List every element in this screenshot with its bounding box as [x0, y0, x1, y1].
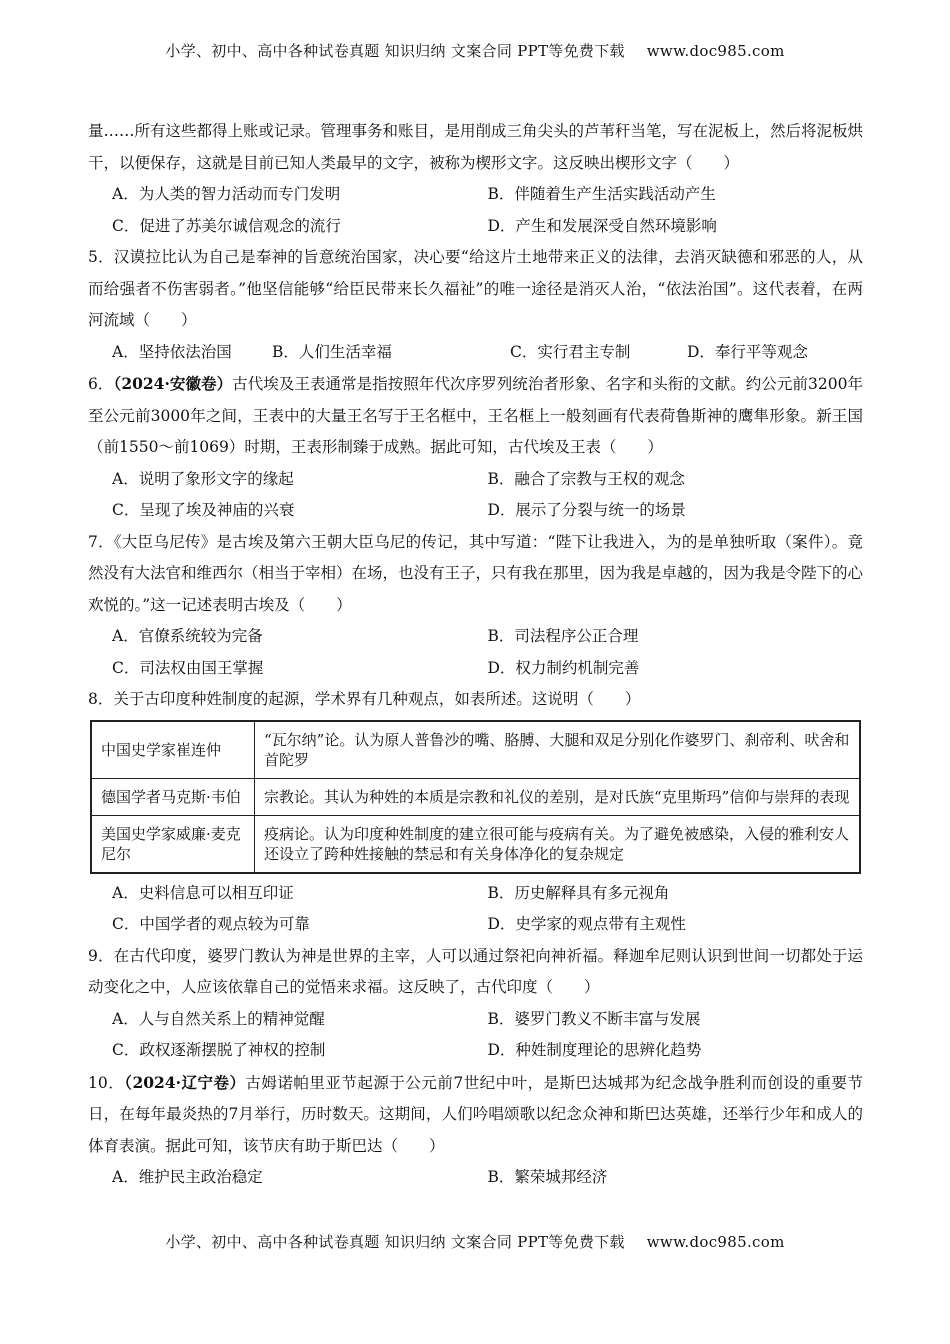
- question-text: 古代埃及王表通常是指按照年代次序罗列统治者形象、名字和头衔的文献。约公元前3200年至公元前3000年之间，王表中的大量王名写于王名框中，王名框上一般刻画有代表荷鲁斯神的鹰隼形象。新王国（前1550～前1069）时期，王表形制臻于成熟。据此可知，古代埃及王表（ ）: [88, 375, 863, 456]
- footer-text: 小学、初中、高中各种试卷真题 知识归纳 文案合同 PPT等免费下载: [165, 1233, 625, 1251]
- question-10: [88, 1067, 863, 1194]
- option-c: C．中国学者的观点较为可靠: [112, 915, 310, 933]
- option-d: D．史学家的观点带有主观性: [487, 915, 686, 933]
- question-number: 6．: [88, 375, 114, 393]
- header-text: 小学、初中、高中各种试卷真题 知识归纳 文案合同 PPT等免费下载: [165, 42, 625, 60]
- table-row: [91, 815, 860, 873]
- viewpoint-cell: “瓦尔纳”论。认为原人普鲁沙的嘴、胳膊、大腿和双足分别化作婆罗门、刹帝利、吠舍和首陀罗: [255, 721, 861, 779]
- viewpoints-table: [90, 720, 861, 874]
- option-a: A．维护民主政治稳定: [112, 1168, 263, 1186]
- question-5: [88, 242, 863, 368]
- question-10-stem: [88, 1067, 863, 1163]
- viewpoint-cell: 宗教论。其认为种姓的本质是宗教和礼仪的差别，是对氏族“克里斯玛”信仰与崇拜的表现: [255, 778, 861, 815]
- question-9: [88, 941, 863, 1067]
- question-6: [88, 368, 863, 527]
- question-6-stem: [88, 368, 863, 464]
- option-b: B．伴随着生产生活实践活动产生: [487, 185, 716, 203]
- option-b: B．人们生活幸福: [272, 342, 392, 361]
- question-8-stem: 8．关于古印度种姓制度的起源，学术界有几种观点，如表所述。这说明（ ）: [88, 690, 641, 708]
- question-6-options: [88, 464, 863, 527]
- question-9-options: [88, 1004, 863, 1067]
- option-b: B．繁荣城邦经济: [487, 1168, 608, 1186]
- question-4-options: [88, 179, 863, 242]
- option-b: B．融合了宗教与王权的观念: [487, 469, 685, 488]
- question-text: 古姆诺帕里亚节起源于公元前7世纪中叶，是斯巴达城邦为纪念战争胜利而创设的重要节日，在每年最炎热的7月举行，历时数天。这期间，人们吟唱颂歌以纪念众神和斯巴达英雄，还举行少年和成人的体育表演。据此可知，该节庆有助于斯巴达（ ）: [88, 1073, 863, 1155]
- header-url[interactable]: www.doc985.com: [646, 42, 785, 60]
- option-d: D．奉行平等观念: [687, 342, 808, 361]
- document-body: [88, 116, 863, 1194]
- question-8-options: [88, 878, 863, 941]
- page-header: [0, 40, 950, 61]
- viewpoint-cell: 疫病论。认为印度种姓制度的建立很可能与疫病有关。为了避免被感染，入侵的雅利安人还设立了跨种姓接触的禁忌和有关身体净化的复杂规定: [255, 815, 861, 873]
- table-row: [91, 778, 860, 815]
- question-9-stem: 9．在古代印度，婆罗门教认为神是世界的主宰，人可以通过祭祀向神祈福。释迦牟尼则认识到世间一切都处于运动变化之中，人应该依靠自己的觉悟来求福。这反映了，古代印度（ ）: [88, 946, 863, 996]
- footer-url[interactable]: www.doc985.com: [646, 1233, 785, 1251]
- scholar-cell: 德国学者马克斯·韦伯: [91, 778, 255, 815]
- option-a: A．坚持依法治国: [112, 342, 232, 361]
- question-7-options: [88, 621, 863, 684]
- question-source: （2024·辽宁卷）: [124, 1072, 246, 1092]
- scholar-cell: 美国史学家威廉·麦克尼尔: [91, 815, 255, 873]
- table-row: [91, 721, 860, 779]
- option-a: A．官僚系统较为完备: [112, 627, 263, 645]
- question-5-stem: 5．汉谟拉比认为自己是奉神的旨意统治国家，决心要“给这片土地带来正义的法律，去消灭缺德和邪恶的人，从而给强者不伤害弱者。”他坚信能够“给臣民带来长久福祉”的唯一途径是消灭人治，“依法治国”。这代表着，在两河流域（ ）: [88, 248, 863, 329]
- option-a: A．说明了象形文字的缘起: [112, 469, 294, 488]
- option-c: C．实行君主专制: [510, 342, 631, 361]
- question-4-continuation: 量……所有这些都得上账或记录。管理事务和账目，是用削成三角尖头的芦苇秆当笔，写在泥板上，然后将泥板烘干，以便保存，这就是目前已知人类最早的文字，被称为楔形文字。这反映出楔形文字（ ）: [88, 122, 864, 172]
- option-c: C．促进了苏美尔诚信观念的流行: [112, 216, 341, 235]
- page-footer: [0, 1231, 950, 1252]
- question-7-stem: 7．《大臣乌尼传》是古埃及第六王朝大臣乌尼的传记，其中写道：“陛下让我进入，为的是单独听取（案件）。竟然没有大法官和维西尔（相当于宰相）在场，也没有王子，只有我在那里，因为我是卓越的，因为我是令陛下的心欢悦的。”这一记述表明古埃及（ ）: [88, 532, 864, 614]
- option-a: A．史料信息可以相互印证: [112, 883, 294, 902]
- option-b: B．历史解释具有多元视角: [487, 883, 670, 902]
- option-d: D．展示了分裂与统一的场景: [487, 501, 686, 519]
- option-a: A．人与自然关系上的精神觉醒: [112, 1009, 325, 1028]
- question-8: [88, 684, 863, 941]
- option-c: C．政权逐渐摆脱了神权的控制: [112, 1041, 326, 1059]
- option-b: B．婆罗门教义不断丰富与发展: [487, 1009, 701, 1028]
- question-10-options: [88, 1162, 863, 1194]
- option-c: C．呈现了埃及神庙的兴衰: [112, 501, 295, 519]
- option-b: B．司法程序公正合理: [487, 627, 639, 645]
- question-7: [88, 527, 863, 685]
- question-5-options: [88, 337, 863, 369]
- option-d: D．种姓制度理论的思辨化趋势: [487, 1041, 702, 1059]
- scholar-cell: 中国史学家崔连仲: [91, 721, 255, 779]
- question-4: [88, 116, 863, 242]
- option-a: A．为人类的智力活动而专门发明: [112, 185, 341, 203]
- question-source: （2024·安徽卷）: [113, 374, 233, 393]
- option-d: D．权力制约机制完善: [487, 658, 640, 677]
- option-c: C．司法权由国王掌握: [112, 658, 264, 677]
- question-number: 10．: [88, 1073, 125, 1092]
- option-d: D．产生和发展深受自然环境影响: [487, 216, 717, 235]
